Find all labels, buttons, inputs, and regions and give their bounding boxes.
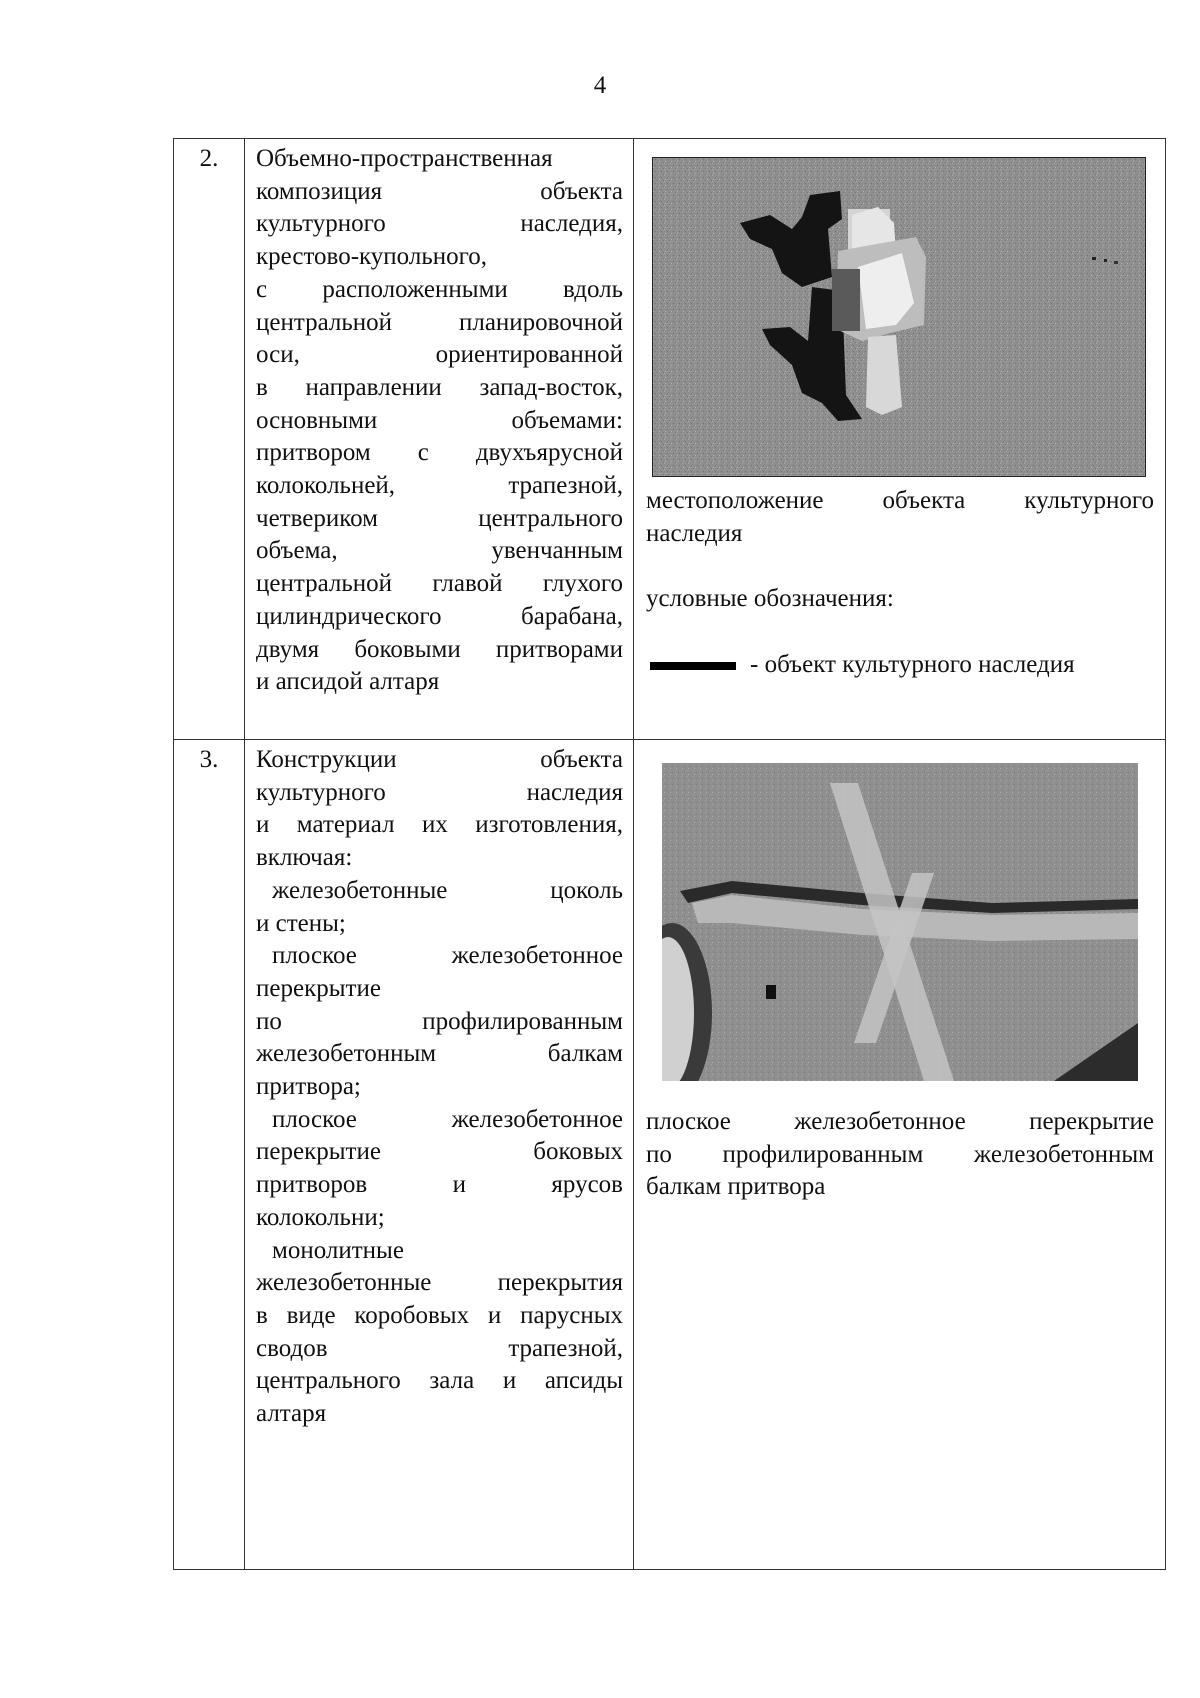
description-line: колокольней, трапезной, <box>256 472 623 500</box>
description-line: в направлении запад-восток, <box>256 373 623 401</box>
caption-line: плоское железобетонное перекрытие <box>646 1108 1154 1135</box>
legend-title: условные обозначения: <box>646 585 894 612</box>
description-line: Конструкции объекта <box>256 746 623 773</box>
building-nave <box>866 335 902 415</box>
description-line: двумя боковыми притворами <box>256 635 623 663</box>
legend-item <box>650 649 1075 682</box>
description-line: сводов трапезной, <box>256 1334 623 1362</box>
table-row <box>174 740 1166 1570</box>
description-text <box>245 740 633 1431</box>
description-line: оси, ориентированной <box>256 341 623 369</box>
description-line: плоское железобетонное <box>272 1105 623 1133</box>
description-line: крестово-купольного, <box>256 243 487 271</box>
legend-label: - объект культурного наследия <box>750 651 1075 678</box>
description-line: монолитные <box>272 1236 404 1264</box>
building-apse-shadow <box>832 269 860 331</box>
description-line: железобетонные цоколь <box>272 876 623 904</box>
description-line: плоское железобетонное <box>272 942 623 970</box>
image-cell <box>634 139 1166 740</box>
page-number: 4 <box>593 72 607 99</box>
description-line: перекрытие боковых <box>256 1138 623 1166</box>
description-line: композиция объекта <box>256 177 623 205</box>
description-line: и материал их изготовления, <box>256 811 623 839</box>
legend-swatch <box>650 662 736 670</box>
caption-line: местоположение объекта культурного <box>646 487 1154 514</box>
row-number-cell <box>174 740 245 1570</box>
description-line: притвора; <box>256 1073 361 1101</box>
row-number-cell <box>174 139 245 740</box>
description-line: объема, увенчанным <box>256 537 623 565</box>
description-line: включая: <box>256 844 353 872</box>
description-line: цилиндрического барабана, <box>256 602 623 630</box>
caption-line: по профилированным железобетонным <box>646 1140 1154 1168</box>
description-line: Объемно-пространственная <box>256 145 553 172</box>
row-number: 2. <box>199 145 219 172</box>
image-cell <box>634 740 1166 1570</box>
description-line: культурного наследия <box>256 778 623 806</box>
heritage-table <box>173 138 1166 1570</box>
description-line: и апсидой алтаря <box>256 668 440 696</box>
table-row <box>174 139 1166 740</box>
description-cell <box>245 139 634 740</box>
description-line: четвериком центрального <box>256 504 623 532</box>
description-line: центральной планировочной <box>256 308 623 336</box>
caption-line: балкам притвора <box>646 1173 826 1201</box>
photo-caption <box>646 485 1154 550</box>
description-line: железобетонные перекрытия <box>256 1269 623 1297</box>
ground-mark <box>1104 259 1107 262</box>
description-line: в виде коробовых и парусных <box>256 1301 623 1329</box>
wall-spot <box>766 985 776 999</box>
description-text <box>245 139 633 699</box>
description-line: центральной главой глухого <box>256 570 623 598</box>
description-line: культурного наследия, <box>256 210 623 238</box>
aerial-site-photo <box>652 157 1146 477</box>
description-line: колокольни; <box>256 1203 385 1231</box>
photo-caption <box>646 1106 1154 1204</box>
description-line: притворов и ярусов <box>256 1171 623 1199</box>
description-line: основными объемами: <box>256 406 623 434</box>
description-line: и стены; <box>256 909 346 937</box>
description-line: алтаря <box>256 1400 327 1428</box>
description-line: с расположенными вдоль <box>256 275 623 303</box>
description-line: центрального зала и апсиды <box>256 1367 623 1395</box>
ground-mark <box>1114 261 1118 264</box>
description-line: перекрытие <box>256 974 381 1002</box>
row-number: 3. <box>199 746 219 773</box>
description-cell <box>245 740 634 1570</box>
description-line: притвором с двухъярусной <box>256 439 623 467</box>
ceiling-beams-photo <box>662 763 1138 1081</box>
ground-mark <box>1092 257 1096 260</box>
caption-line: наследия <box>646 519 743 547</box>
description-line: железобетонным балкам <box>256 1040 623 1068</box>
description-line: по профилированным <box>256 1007 623 1035</box>
